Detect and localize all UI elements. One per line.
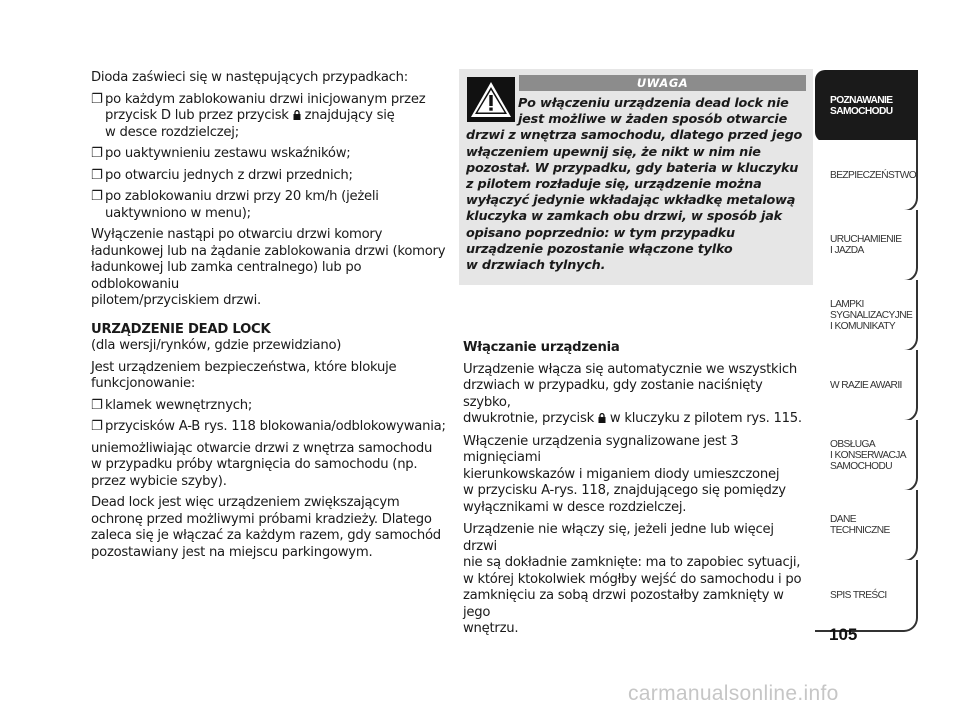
tab-uruchamienie-i-jazda[interactable]: URUCHAMIENIE I JAZDA [815,210,918,282]
tab-obsluga-i-konserwacja[interactable]: OBSŁUGA I KONSERWACJA SAMOCHODU [815,420,918,492]
tab-lampki-sygnalizacyjne[interactable]: LAMPKI SYGNALIZACYJNE I KOMUNIKATY [815,280,918,352]
activation-paragraph: Urządzenie włącza się automatycznie we wszystkich drzwiach w przypadku, gdy zostanie naciśnięty szybko, dwukrotnie, przycisk w kluczyku z pilotem rys. 115. [463,361,802,426]
warning-text: Po włączeniu urządzenia dead lock nie jest możliwe w żaden sposób otwarcie drzwi z wnętrza samochodu, dlatego przed jego włączeniem upewnij się, że nikt w nim nie pozostał. W przypadku, gdy bateria w kluczyku z pilotem rozładuje się, urządzenie można wyłączyć jedynie wkładając wkładkę metalową kluczyka w zamkach obu drzwi, w sposób jak opisano poprzednio: w tym przypadku urządzenie pozostanie włączone tylko w drzwiach tylnych. [466,96,803,274]
lock-icon [598,412,606,422]
warning-box [459,69,813,285]
list-item: ❐ przycisków A-B rys. 118 blokowania/odblokowywania; [91,419,446,434]
watermark: carmanualsonline.info [628,682,839,705]
tab-spis-tresci[interactable]: SPIS TREŚCI [815,560,918,632]
checkbox-bullet-icon: ❐ [91,167,103,183]
checkbox-bullet-icon: ❐ [91,91,103,107]
dead-lock-recommendation: Dead lock jest więc urządzeniem zwiększającym ochronę przed możliwymi próbami kradzieży. Dlatego zaleca się je włączać za każdym razem, gdy samochód pozostawiany jest na miejscu parkingowym. [91,495,441,560]
checkbox-bullet-icon: ❐ [91,189,103,204]
checkbox-bullet-icon: ❐ [91,397,103,413]
right-column [463,340,808,644]
tab-w-razie-awarii[interactable]: W RAZIE AWARII [815,350,918,422]
section-subtitle: (dla wersji/rynków, gdzie przewidziano) [91,338,342,353]
signal-paragraph: Włączenie urządzenia sygnalizowane jest 3 mignięciami kierunkowskazów i miganiem diody umieszczonej w przycisku A-rys. 118, znajdującego się pomiędzy wyłącznikami w desce rozdzielczej. [463,433,786,515]
tab-dane-techniczne[interactable]: DANE TECHNICZNE [815,490,918,562]
checkbox-bullet-icon: ❐ [91,419,103,434]
section-heading: Włączanie urządzenia [463,340,620,355]
tab-poznawanie-samochodu[interactable]: POZNAWANIE SAMOCHODU [815,70,918,142]
intro-text: Dioda zaświeci się w następujących przypadkach: [91,70,408,85]
list-item: ❐ po każdym zablokowaniu drzwi inicjowanym przez przycisk D lub przez przycisk znajdujący się w desce rozdzielczej; [91,91,426,140]
list-item: ❐ po zablokowaniu drzwi przy 20 km/h (jeżeli uaktywniono w menu); [91,189,379,221]
list-item: ❐ po otwarciu jednych z drzwi przednich; [91,167,353,183]
list-item: ❐ po uaktywnieniu zestawu wskaźników; [91,146,351,161]
condition-paragraph: Urządzenie nie włączy się, jeżeli jedne lub więcej drzwi nie są dokładnie zamknięte: ma to zapobiec sytuacji, w której ktokolwiek mógłby wejść do samochodu i po zamknięciu za sobą drzwi pozostałby zamknięty w jego wnętrzu. [463,522,802,636]
checkbox-bullet-icon: ❐ [91,146,103,161]
lock-icon [293,109,301,119]
section-heading: URZĄDZENIE DEAD LOCK [91,321,271,337]
list-item: ❐ klamek wewnętrznych; [91,397,253,413]
warning-label: UWAGA [519,75,806,91]
tab-bezpieczenstwo[interactable]: BEZPIECZEŃSTWO [815,140,918,212]
page-number: 105 [829,625,858,644]
deactivation-paragraph: Wyłączenie nastąpi po otwarciu drzwi komory ładunkowej lub na żądanie zablokowania drzwi (komory ładunkowej lub zamka centralnego) lub po odblokowaniu pilotem/przyciskiem drzwi. [91,227,446,308]
dead-lock-description: Jest urządzeniem bezpieczeństwa, które blokuje funkcjonowanie: [91,359,397,391]
left-column [91,70,447,566]
dead-lock-effect: uniemożliwiając otwarcie drzwi z wnętrza samochodu w przypadku próby wtargnięcia do samochodu (np. przez wybicie szyby). [91,440,433,489]
